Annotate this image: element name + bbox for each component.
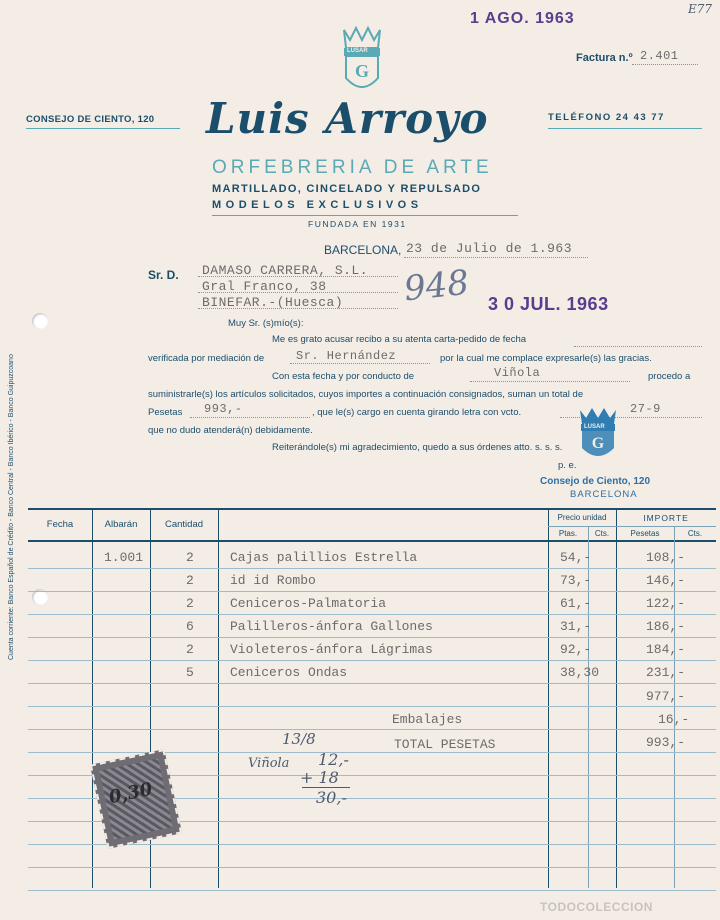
handwritten-n1: 12,- bbox=[318, 750, 349, 769]
table-rule bbox=[28, 591, 716, 592]
recipient-label: Sr. D. bbox=[148, 268, 179, 282]
watermark: TODOCOLECCION bbox=[540, 900, 653, 914]
paragraph-5a: Pesetas bbox=[148, 407, 183, 418]
row-unit-price: 92,- bbox=[560, 642, 592, 657]
row-description: id id Rombo bbox=[230, 573, 316, 588]
letter-date: 23 de Julio de 1.963 bbox=[406, 241, 573, 256]
col-cantidad: Cantidad bbox=[164, 519, 204, 530]
signature-pe: p. e. bbox=[558, 460, 577, 471]
table-rule bbox=[28, 890, 716, 891]
row-description: Palilleros-ánfora Gallones bbox=[230, 619, 433, 634]
col-pesetas: Pesetas bbox=[630, 529, 660, 538]
recipient-street: Gral Franco, 38 bbox=[202, 279, 327, 294]
row-total: 108,- bbox=[646, 550, 686, 565]
recipient-name: DAMASO CARRERA, S.L. bbox=[202, 263, 369, 278]
row-quantity: 6 bbox=[186, 619, 194, 634]
brand-line1: MARTILLADO, CINCELADO Y REPULSADO bbox=[212, 183, 482, 195]
table-rule bbox=[28, 683, 716, 684]
table-rule bbox=[28, 867, 716, 868]
table-rule bbox=[28, 660, 716, 661]
table-rule bbox=[28, 637, 716, 638]
table-rule bbox=[28, 614, 716, 615]
punch-hole-top bbox=[32, 313, 48, 329]
city-label: BARCELONA, bbox=[324, 243, 402, 257]
p2-line bbox=[290, 363, 430, 364]
table-rule bbox=[28, 844, 716, 845]
recipient-line-3 bbox=[198, 308, 398, 309]
svg-text:G: G bbox=[354, 61, 370, 81]
p5-line bbox=[190, 417, 310, 418]
stamp-address: Consejo de Ciento, 120 bbox=[540, 476, 651, 487]
paragraph-5b: , que le(s) cargo en cuenta girando letra con vcto. bbox=[312, 407, 522, 418]
salutation: Muy Sr. (s)mío(s): bbox=[228, 318, 304, 329]
invoice-number-line bbox=[632, 64, 698, 65]
albaran-value: 1.001 bbox=[104, 550, 144, 565]
table-rule bbox=[28, 752, 716, 753]
via-person: Sr. Hernández bbox=[296, 349, 397, 363]
handwritten-name: Viñola bbox=[248, 756, 290, 771]
crown-logo bbox=[338, 26, 386, 98]
row-quantity: 2 bbox=[186, 550, 194, 565]
col-precio-unidad: Precio unidad bbox=[557, 513, 607, 522]
col-importe: IMPORTE bbox=[643, 513, 689, 523]
row-description: Ceniceros-Palmatoria bbox=[230, 596, 387, 611]
p1-line bbox=[574, 346, 702, 347]
handwritten-number: 948 bbox=[402, 262, 471, 310]
handwritten-n2: + 18 bbox=[300, 768, 339, 787]
col-ptas: Ptas. bbox=[558, 529, 578, 538]
table-rule bbox=[28, 729, 716, 730]
due-date: 27-9 bbox=[630, 402, 661, 416]
row-unit-price: 61,- bbox=[560, 596, 592, 611]
col-cts: Cts. bbox=[594, 529, 610, 538]
corner-note: E77 bbox=[688, 2, 713, 16]
brand-subtitle: ORFEBRERIA DE ARTE bbox=[212, 157, 493, 178]
paragraph-3b: procedo a bbox=[648, 371, 691, 382]
total-label: TOTAL PESETAS bbox=[394, 737, 496, 752]
recipient-city: BINEFAR.-(Huesca) bbox=[202, 295, 344, 310]
recipient-line-2 bbox=[198, 292, 398, 293]
row-description: Ceniceros Ondas bbox=[230, 665, 348, 680]
stamp-logo-text: LUSAR bbox=[584, 424, 605, 430]
company-address: CONSEJO DE CIENTO, 120 bbox=[26, 114, 155, 125]
date-line bbox=[404, 257, 588, 258]
subtotal-value: 977,- bbox=[646, 689, 686, 704]
bank-side-text: Cuenta corriente: Banco Español de Crédito - Banco Central - Banco Ibérico - Banco Guipuzcoano bbox=[8, 354, 15, 660]
row-description: Violeteros-ánfora Lágrimas bbox=[230, 642, 433, 657]
row-quantity: 5 bbox=[186, 665, 194, 680]
row-unit-price: 31,- bbox=[560, 619, 592, 634]
paragraph-4: suministrarle(s) los artículos solicitados, cuyos importes a continuación consignados, suman un total de bbox=[148, 389, 584, 400]
invoice-number: 2.401 bbox=[640, 49, 679, 63]
col-cts-2: Cts. bbox=[687, 529, 703, 538]
logo-text: LUSAR bbox=[347, 48, 368, 54]
fiscal-stamp-value: 0,30 bbox=[107, 778, 155, 809]
recipient-line-1 bbox=[198, 276, 398, 277]
table-rule bbox=[28, 706, 716, 707]
row-unit-price: 54,- bbox=[560, 550, 592, 565]
row-total: 122,- bbox=[646, 596, 686, 611]
paragraph-2b: por la cual me complace expresarle(s) las gracias. bbox=[440, 353, 652, 364]
founded: FUNDADA EN 1931 bbox=[308, 219, 407, 229]
paragraph-1: Me es grato acusar recibo a su atenta carta-pedido de fecha bbox=[272, 334, 527, 345]
total-value: 993,- bbox=[646, 735, 686, 750]
stamp-city: BARCELONA bbox=[570, 489, 638, 500]
table-rule bbox=[28, 568, 716, 569]
row-unit-price: 73,- bbox=[560, 573, 592, 588]
brand-name: Luis Arroyo bbox=[206, 94, 489, 143]
col-fecha: Fecha bbox=[46, 519, 74, 530]
paragraph-6: que no dudo atenderá(n) debidamente. bbox=[148, 425, 313, 436]
row-quantity: 2 bbox=[186, 573, 194, 588]
row-unit-price: 38,30 bbox=[560, 665, 600, 680]
embalajes-value: 16,- bbox=[658, 712, 690, 727]
handwritten-n3: 30,- bbox=[316, 788, 347, 807]
brand-line2: MODELOS EXCLUSIVOS bbox=[212, 199, 423, 211]
row-description: Cajas palillios Estrella bbox=[230, 550, 418, 565]
invoice-label: Factura n.º bbox=[576, 52, 633, 64]
company-stamp-logo bbox=[576, 406, 620, 462]
row-total: 231,- bbox=[646, 665, 686, 680]
row-total: 186,- bbox=[646, 619, 686, 634]
date-stamp-top: 1 AGO. 1963 bbox=[470, 10, 575, 27]
row-total: 184,- bbox=[646, 642, 686, 657]
embalajes-label: Embalajes bbox=[392, 712, 463, 727]
total-pesetas-typed: 993,- bbox=[204, 402, 243, 416]
row-quantity: 2 bbox=[186, 642, 194, 657]
handwritten-date: 13/8 bbox=[282, 730, 316, 748]
svg-text:G: G bbox=[591, 435, 605, 452]
paragraph-3a: Con esta fecha y por conducto de bbox=[272, 371, 415, 382]
carrier: Viñola bbox=[494, 366, 541, 380]
p3-line bbox=[470, 381, 630, 382]
paragraph-7: Reiterándole(s) mi agradecimiento, quedo a sus órdenes atto. s. s. s. bbox=[272, 442, 563, 453]
col-albaran: Albarán bbox=[104, 519, 138, 530]
date-stamp-received: 3 0 JUL. 1963 bbox=[488, 294, 609, 314]
row-quantity: 2 bbox=[186, 596, 194, 611]
row-total: 146,- bbox=[646, 573, 686, 588]
paragraph-2a: verificada por mediación de bbox=[148, 353, 265, 364]
company-phone: TELÉFONO 24 43 77 bbox=[548, 112, 665, 123]
fiscal-stamp bbox=[90, 749, 182, 849]
